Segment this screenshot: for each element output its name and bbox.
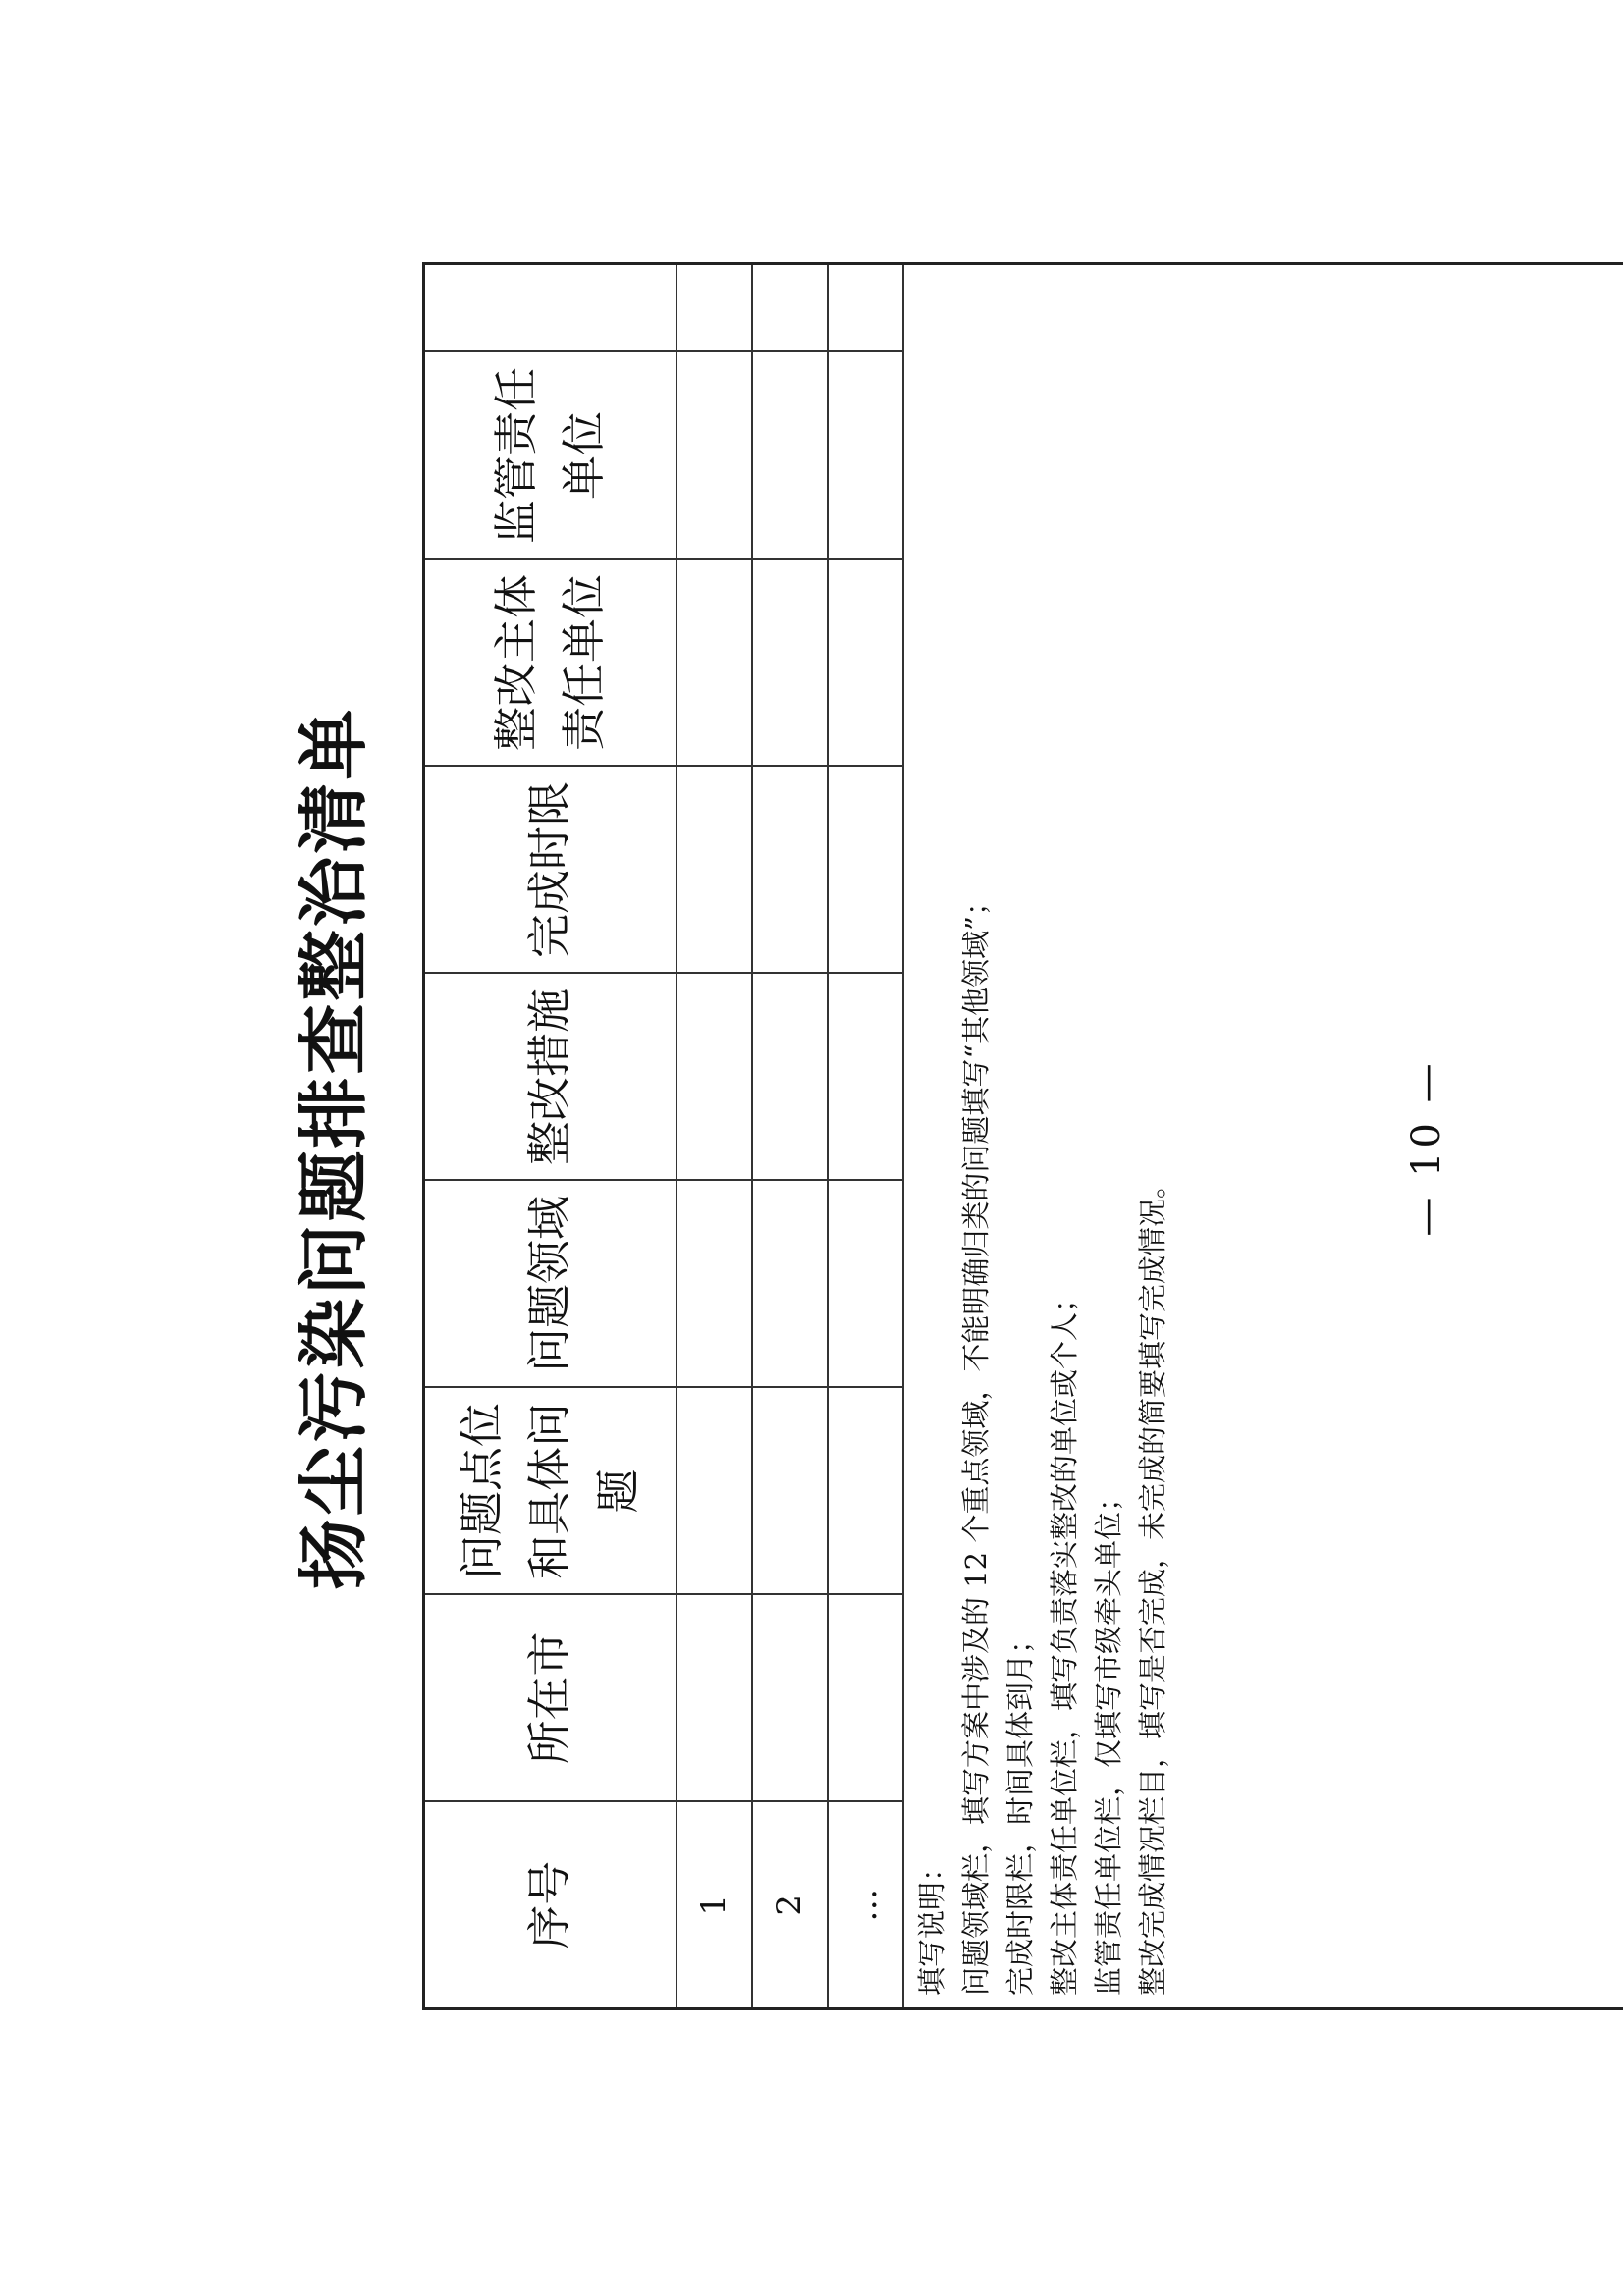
table-row xyxy=(828,264,903,2009)
note-line: 问题领域栏，填写方案中涉及的 12 个重点领域，不能明确归类的问题填写“其他领域”； xyxy=(958,887,993,1996)
note-line: 整改完成情况栏目，填写是否完成，未完成的简要填写完成情况。 xyxy=(1135,1169,1169,1996)
row-seq: … xyxy=(828,1802,903,2009)
header-seq: 序号 xyxy=(523,1860,576,1949)
header-problem-area: 问题领域 xyxy=(523,1196,576,1373)
table-row xyxy=(752,264,828,2009)
header-city: 所在市 xyxy=(523,1631,576,1765)
table-row xyxy=(676,264,752,2009)
header-supervision-unit: 监管责任 单位 xyxy=(489,367,611,545)
document-title: 扬尘污染问题排查整治清单 xyxy=(292,706,375,1590)
header-location-problem: 问题点位 和具体问 题 xyxy=(455,1403,645,1580)
fill-instructions xyxy=(910,275,1175,1996)
notes-heading: 填写说明： xyxy=(914,1852,948,1996)
notes-row xyxy=(903,264,1623,2009)
header-measures: 整改措施 xyxy=(523,988,576,1166)
row-seq: 2 xyxy=(752,1802,828,2009)
note-line: 整改主体责任单位栏，填写负责落实整改的单位或个人； xyxy=(1047,1283,1081,1996)
row-seq: 1 xyxy=(676,1802,752,2009)
table-header-row xyxy=(424,264,676,2009)
note-line: 完成时限栏，时间具体到月； xyxy=(1002,1625,1037,1996)
page-number: — 10 — xyxy=(1404,1059,1449,1237)
header-responsible-unit: 整改主体 责任单位 xyxy=(489,574,611,752)
note-line: 监管责任单位栏，仅填写市级牵头单位； xyxy=(1091,1482,1125,1996)
header-deadline: 完成时限 xyxy=(523,781,576,959)
